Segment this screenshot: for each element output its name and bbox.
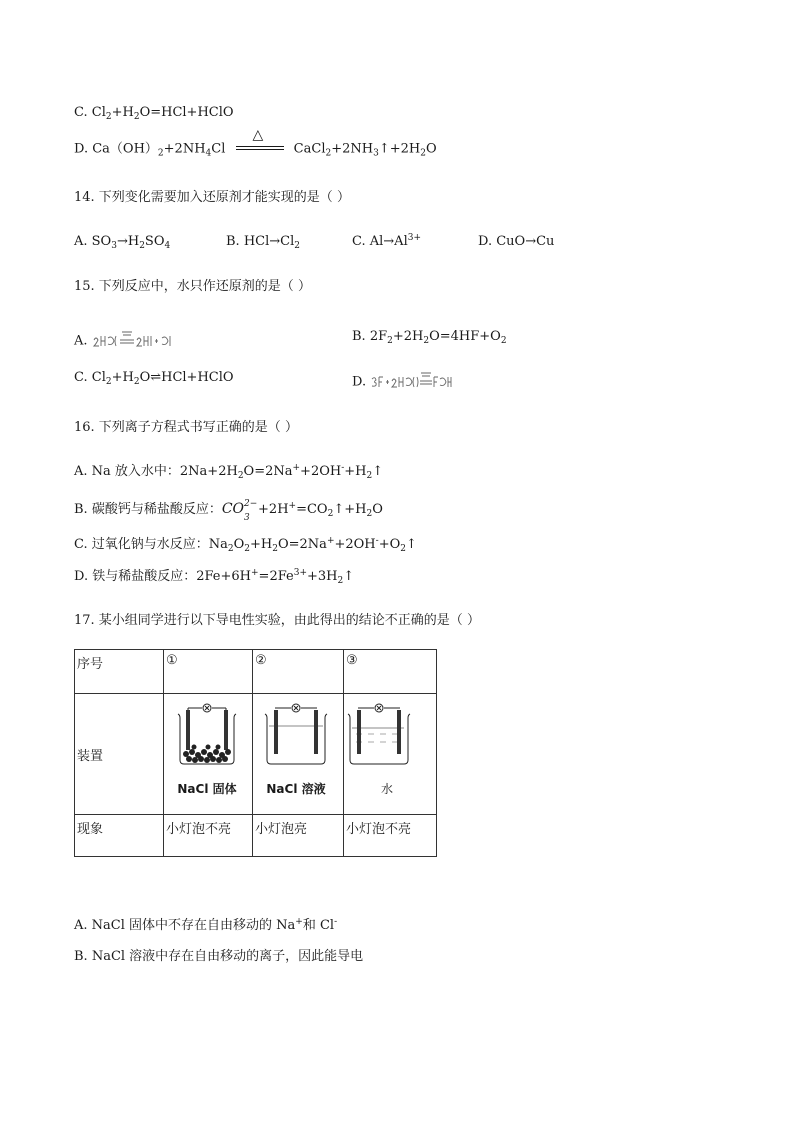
beaker-nacl-solution-icon bbox=[253, 694, 339, 780]
q13-option-d: D. $Ca(OH)_2+2NH_4Cl$ △ $CaCl_2+2NH_3↑+2H_2O$ bbox=[74, 127, 437, 159]
q17-option-a: A. NaCl 固体中不存在自由移动的 Na+和 Cl- bbox=[74, 917, 338, 933]
q16-option-a: A. Na 放入水中：$2Na+2H_2O=2Na^++2OH^-+H_2↑$ bbox=[74, 463, 384, 481]
q16-option-d: D. 铁与稀盐酸反应：$2Fe+6H^+=2Fe^{3+}+3H_2↑$ bbox=[74, 568, 355, 586]
q14-option-b: B. $HCl\to Cl_2$ bbox=[226, 234, 300, 251]
caption-nacl-solution: NaCl 溶液 bbox=[266, 782, 326, 796]
row-label-phenomenon: 现象 bbox=[75, 815, 164, 857]
q13-option-c: C. $Cl_2+H_2O=HCl+HClO$ bbox=[74, 105, 234, 122]
apparatus-cell-2 bbox=[253, 694, 344, 815]
q15-d-equation-image bbox=[370, 369, 452, 395]
q16-option-b: B. 碳酸钙与稀盐酸反应：CO 2− 3 $+2H^+=CO_2↑+H_2O$ bbox=[74, 498, 383, 523]
beaker-water-icon bbox=[344, 694, 430, 780]
q14-stem: 14. 下列变化需要加入还原剂才能实现的是（ ） bbox=[74, 190, 350, 205]
row-label-apparatus: 装置 bbox=[75, 694, 164, 815]
apparatus-cell-1 bbox=[164, 694, 253, 815]
heating-triangle-icon: △ bbox=[252, 127, 264, 143]
phenomenon-2: 小灯泡亮 bbox=[253, 815, 344, 857]
apparatus-cell-3 bbox=[344, 694, 437, 815]
q15-option-b: B. $2F_2+2H_2O=4HF+O_2$ bbox=[352, 329, 507, 346]
experiment-number-3: ③ bbox=[344, 650, 437, 694]
q14-option-c: C. $Al\to Al^{3+}$ bbox=[352, 233, 422, 249]
conductivity-experiment-table bbox=[74, 649, 437, 857]
q15-option-a: A. bbox=[74, 328, 174, 354]
caption-water: 水 bbox=[380, 782, 393, 796]
q15-option-d: D. bbox=[352, 369, 452, 395]
q15-stem: 15. 下列反应中，水只作还原剂的是（ ） bbox=[74, 279, 311, 294]
experiment-number-1: ① bbox=[164, 650, 253, 694]
q15-option-c: C. $Cl_2+H_2O\rightleftharpoons HCl+HClO$ bbox=[74, 370, 234, 387]
heating-condition-sign bbox=[236, 127, 284, 158]
q16-option-c: C. 过氧化钠与水反应：$Na_2O_2+H_2O=2Na^++2OH^-+O_2↑$ bbox=[74, 536, 417, 554]
q17-stem: 17. 某小组同学进行以下导电性实验，由此得出的结论不正确的是（ ） bbox=[74, 613, 480, 628]
beaker-solid-nacl-icon bbox=[164, 694, 250, 780]
row-label-number: 序号 bbox=[75, 650, 164, 694]
carbonate-ion: CO bbox=[221, 501, 245, 517]
q16-stem: 16. 下列离子方程式书写正确的是（ ） bbox=[74, 420, 298, 435]
q15-a-equation-image bbox=[92, 328, 174, 354]
caption-solid-nacl: NaCl 固体 bbox=[177, 782, 237, 796]
q14-option-d: D. CuO→Cu bbox=[478, 234, 555, 249]
phenomenon-3: 小灯泡不亮 bbox=[344, 815, 437, 857]
q14-option-a: A. $SO_3\to H_2SO_4$ bbox=[74, 234, 171, 251]
q17-option-b: B. NaCl 溶液中存在自由移动的离子，因此能导电 bbox=[74, 949, 364, 964]
experiment-number-2: ② bbox=[253, 650, 344, 694]
phenomenon-1: 小灯泡不亮 bbox=[164, 815, 253, 857]
